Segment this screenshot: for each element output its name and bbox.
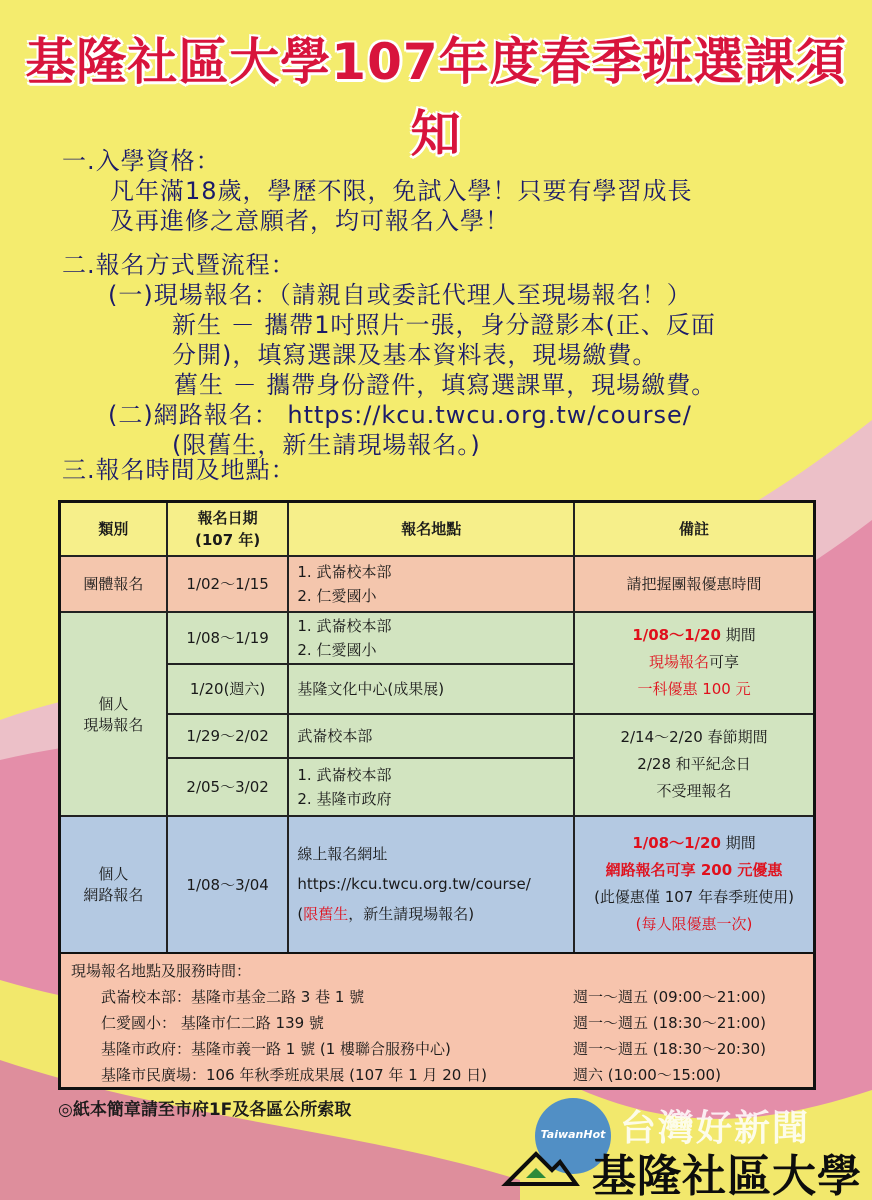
cell-date: 1/02～1/15 (167, 556, 289, 612)
note-line: (此優惠僅 107 年春季班使用) (594, 888, 794, 907)
cell-type (60, 816, 167, 954)
cell-place (288, 612, 574, 664)
note-date: 1/08～1/20 (632, 834, 721, 853)
returning-student-requirements: 舊生 － 攜帶身份證件，填寫選課單，現場繳費。 (174, 371, 717, 399)
new-student-requirements: 分開)，填寫選課及基本資料表，現場繳費。 (172, 341, 658, 369)
cell-type: 團體報名 (60, 556, 167, 612)
list-item (61, 1062, 813, 1088)
place-text: ，新生請現場報名) (348, 905, 475, 924)
note-highlight: 現場報名 (649, 653, 710, 671)
note-period: 期間 (720, 834, 756, 853)
online-registration-note: (限舊生，新生請現場報名。) (172, 431, 481, 459)
list-item (61, 1010, 813, 1036)
cell-note (574, 612, 814, 714)
section-heading: 三.報名時間及地點： (62, 456, 296, 484)
place-item: 2. 仁愛國小 (297, 586, 377, 605)
cell-date: 1/20(週六) (167, 664, 289, 714)
service-place: 仁愛國小： 基隆市仁二路 139 號 (101, 1014, 324, 1032)
table-row (60, 556, 815, 612)
note-period: 期間 (720, 626, 756, 644)
header-place: 報名地點 (288, 502, 574, 556)
header-date (167, 502, 289, 556)
cell-place (288, 556, 574, 612)
footnote: ◎紙本簡章請至市府1F及各區公所索取 (58, 1100, 352, 1120)
cell-note (574, 816, 814, 954)
place-item: 1. 武崙校本部 (297, 765, 392, 784)
note-line (579, 830, 809, 857)
note-line: 不受理報名 (656, 782, 732, 800)
place-item: 1. 武崙校本部 (297, 562, 392, 581)
list-item (61, 984, 813, 1010)
online-registration-item[interactable]: (二)網路報名： https://kcu.twcu.org.tw/course/ (108, 401, 692, 429)
header-date-label: 報名日期 (197, 508, 258, 527)
note-discount: 網路報名可享 200 元優惠 (605, 861, 783, 880)
cell-date: 2/05～3/02 (167, 758, 289, 816)
type-line: 現場報名 (83, 715, 144, 734)
table-row (60, 816, 815, 954)
service-place: 基隆市政府：基隆市義一路 1 號 (1 樓聯合服務中心) (101, 1040, 451, 1058)
section-heading: 二.報名方式暨流程： (62, 251, 296, 279)
place-item: 2. 仁愛國小 (297, 640, 377, 659)
place-item: 1. 武崙校本部 (297, 616, 392, 635)
section-heading: 一.入學資格： (62, 147, 221, 175)
note-date: 1/08～1/20 (632, 626, 721, 644)
cell-note: 請把握團報優惠時間 (574, 556, 814, 612)
service-place: 武崙校本部：基隆市基金二路 3 巷 1 號 (101, 988, 365, 1006)
cell-date: 1/29～2/02 (167, 714, 289, 758)
type-line: 個人 (98, 694, 129, 713)
onsite-registration-item: (一)現場報名：（請親自或委託代理人至現場報名！） (108, 281, 692, 309)
place-item: 2. 基隆市政府 (297, 789, 392, 808)
service-place: 基隆市民廣場：106 年秋季班成果展 (107 年 1 月 20 日) (101, 1066, 487, 1084)
service-time: 週一～週五 (18:30～20:30) (573, 1040, 766, 1058)
service-hours-box (58, 954, 816, 1090)
section-eligibility (62, 146, 693, 236)
table-row (60, 714, 815, 758)
note-discount: 一科優惠 100 元 (637, 680, 751, 698)
section-time-place (62, 455, 296, 485)
new-student-requirements: 新生 － 攜帶1吋照片一張，身分證影本(正、反面 (172, 311, 716, 339)
cell-type (60, 612, 167, 816)
service-time: 週一～週五 (18:30～21:00) (573, 1014, 766, 1032)
paren: ( (297, 905, 304, 924)
type-line: 個人 (98, 865, 129, 884)
place-item (297, 899, 569, 929)
header-date-year: (107 年) (194, 530, 261, 549)
type-line: 網路報名 (83, 886, 144, 905)
page-title: 基隆社區大學107年度春季班選課須知 (25, 33, 847, 163)
cell-date: 1/08～1/19 (167, 612, 289, 664)
cell-date: 1/08～3/04 (167, 816, 289, 954)
note-text: 可享 (709, 653, 740, 671)
note-line (579, 622, 809, 649)
watermark-badge-text: TaiwanHot (540, 1128, 606, 1141)
note-limit: (每人限優惠一次) (635, 915, 753, 934)
service-hours-heading: 現場報名地點及服務時間： (71, 962, 252, 980)
school-logo-icon (500, 1140, 580, 1188)
cell-place: 武崙校本部 (288, 714, 574, 758)
cell-place (288, 816, 574, 954)
registration-url-link[interactable]: https://kcu.twcu.org.tw/course/ (297, 875, 531, 894)
section-text: 凡年滿18歲，學歷不限，免試入學！只要有學習成長 (110, 177, 693, 205)
service-time: 週一～週五 (09:00～21:00) (573, 988, 766, 1006)
place-item: 線上報名網址 (297, 845, 388, 864)
section-text: 及再進修之意願者，均可報名入學！ (110, 207, 510, 235)
header-note: 備註 (574, 502, 814, 556)
section-registration-method (62, 250, 716, 460)
cell-place (288, 758, 574, 816)
header-type: 類別 (60, 502, 167, 556)
cell-place: 基隆文化中心(成果展) (288, 664, 574, 714)
list-item (61, 1036, 813, 1062)
cell-note (574, 714, 814, 816)
note-line: 2/28 和平紀念日 (637, 755, 751, 773)
service-time: 週六 (10:00～15:00) (573, 1066, 721, 1084)
note-line: 2/14～2/20 春節期間 (620, 728, 768, 746)
note-line (579, 649, 809, 676)
registration-table (58, 500, 816, 955)
table-header-row (60, 502, 815, 556)
note-highlight: 限舊生 (303, 905, 349, 924)
watermark-text: 台灣好新聞 (620, 1108, 811, 1149)
school-name-logo: 基隆社區大學 (592, 1151, 862, 1200)
table-row (60, 612, 815, 664)
